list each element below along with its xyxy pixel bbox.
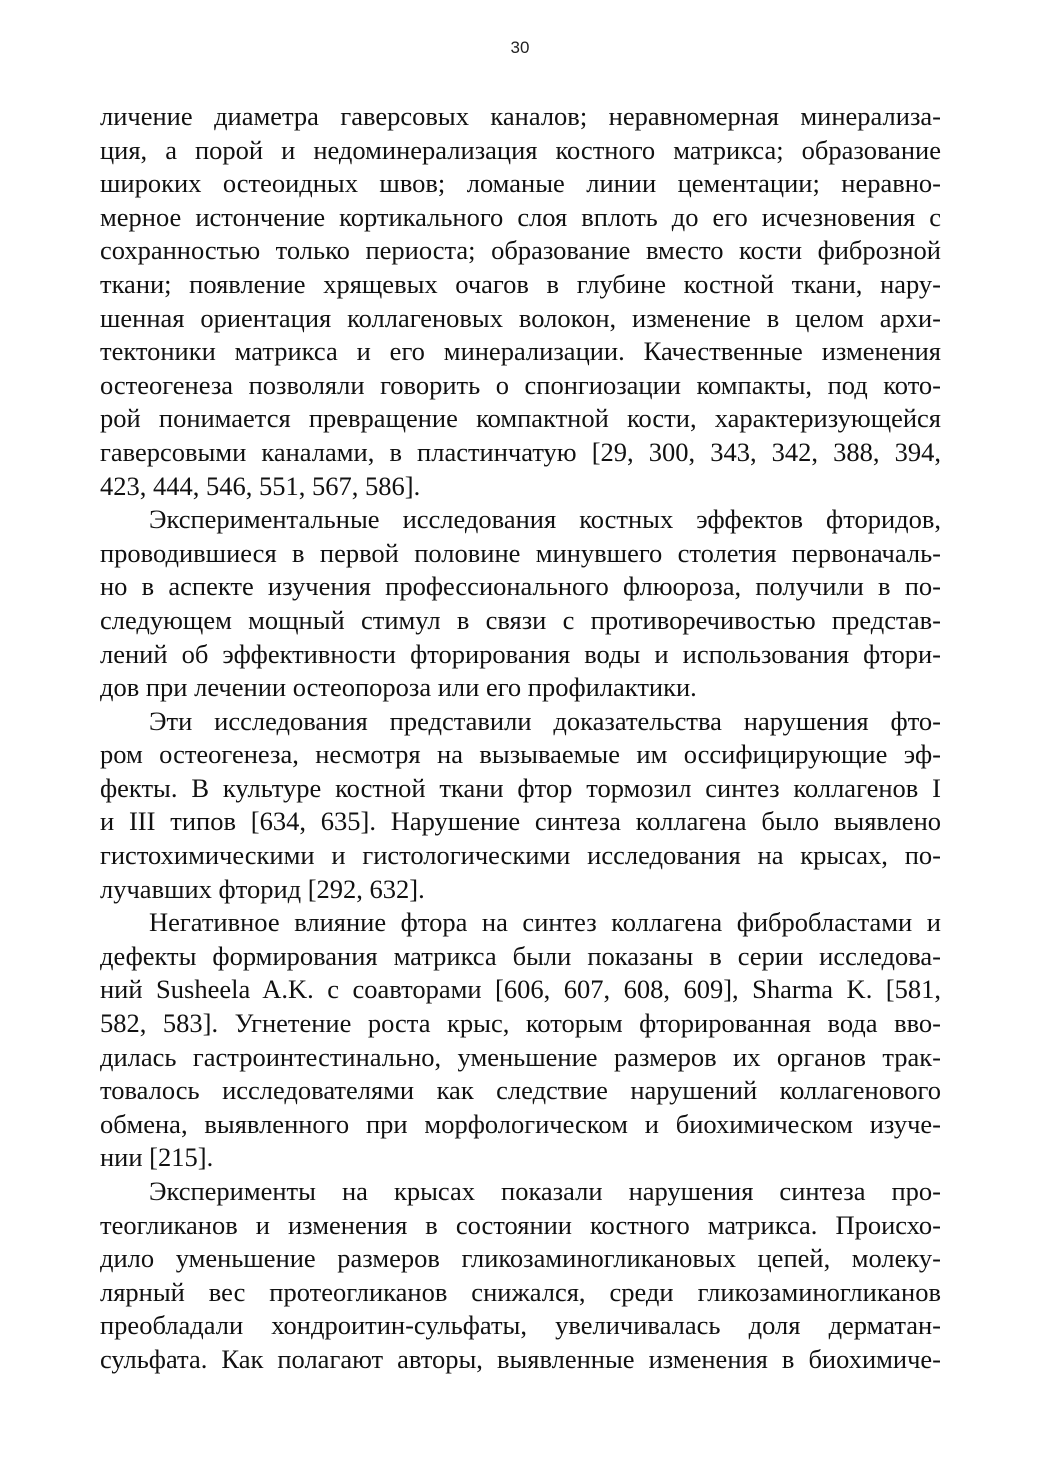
text-line: ний Susheela A.K. с соавторами [606, 607, 608, 609], Sharma K. [581,: [100, 974, 941, 1005]
text-line: тектоники матрикса и его минерализации. Качественные изменения: [100, 336, 941, 367]
text-line: дилась гастроинтестинально, уменьшение размеров их органов трак-: [100, 1041, 941, 1072]
text-line: Эксперименты на крысах показали нарушения синтеза про-: [149, 1176, 941, 1206]
paragraph: [100, 503, 941, 705]
text-line: нии [215].: [100, 1142, 214, 1173]
text-line: гистохимическими и гистологическими исследования на крысах, по-: [100, 840, 941, 871]
paragraph: [100, 906, 941, 1175]
text-line: дов при лечении остеопороза или его профилактики.: [100, 672, 697, 703]
text-line: фекты. В культуре костной ткани фтор тормозил синтез коллагенов I: [100, 772, 941, 803]
text-line: лярный вес протеогликанов снижался, среди гликозаминогликанов: [100, 1276, 941, 1307]
text-line: сохранностью только периоста; образование вместо кости фиброзной: [100, 235, 941, 266]
text-line: дефекты формирования матрикса были показаны в серии исследова-: [100, 940, 941, 971]
text-line: Эти исследования представили доказательства нарушения фто-: [149, 705, 941, 736]
text-line: обмена, выявленного при морфологическом и биохимическом изуче-: [100, 1108, 941, 1139]
text-line: лений об эффективности фторирования воды и использования фтори-: [100, 638, 941, 669]
text-line: мерное истончение кортикального слоя вплоть до его исчезновения с: [100, 201, 941, 232]
text-line: рой понимается превращение компактной кости, характеризующейся: [100, 403, 941, 434]
text-line: 582, 583]. Угнетение роста крыс, которым фторированная вода вво-: [100, 1008, 941, 1039]
text-line: шенная ориентация коллагеновых волокон, изменение в целом архи-: [100, 302, 941, 333]
text-line: ткани; появление хрящевых очагов в глубине костной ткани, нару-: [100, 268, 941, 299]
text-line: широких остеоидных швов; ломаные линии цементации; неравно-: [100, 168, 941, 199]
page-number: 30: [510, 38, 530, 57]
text-line: товалось исследователями как следствие нарушений коллагенового: [100, 1075, 941, 1106]
text-line: лучавших фторид [292, 632].: [100, 873, 425, 904]
text-line: ция, а порой и недоминерализация костного матрикса; образование: [100, 134, 941, 165]
text-line: Экспериментальные исследования костных эффектов фторидов,: [149, 504, 941, 535]
text-line: личение диаметра гаверсовых каналов; неравномерная минерализа-: [100, 101, 941, 131]
text-line: остеогенеза позволяли говорить о спонгиозации компакты, под кото-: [100, 369, 941, 400]
text-line: теогликанов и изменения в состоянии костного матрикса. Происхо-: [100, 1209, 941, 1240]
text-line: и III типов [634, 635]. Нарушение синтеза коллагена было выявлено: [100, 806, 941, 837]
text-line: сульфата. Как полагают авторы, выявленные изменения в биохимиче-: [100, 1343, 941, 1374]
text-line: проводившиеся в первой половине минувшего столетия первоначаль-: [100, 537, 941, 568]
text-line: дило уменьшение размеров гликозаминогликановых цепей, молеку-: [100, 1243, 941, 1274]
text-line: но в аспекте изучения профессионального флюороза, получили в по-: [100, 571, 941, 602]
text-line: преобладали хондроитин-сульфаты, увеличивалась доля дерматан-: [100, 1310, 941, 1341]
text-line: 423, 444, 546, 551, 567, 586].: [100, 470, 421, 501]
text-line: следующем мощный стимул в связи с противоречивостью представ-: [100, 604, 941, 635]
body-text: [100, 100, 941, 1377]
text-line: гаверсовыми каналами, в пластинчатую [29, 300, 343, 342, 388, 394,: [100, 436, 941, 467]
paragraph: [100, 100, 941, 503]
paragraph: [100, 705, 941, 907]
paragraph: [100, 1175, 941, 1377]
text-line: ром остеогенеза, несмотря на вызываемые им оссифицирующие эф-: [100, 739, 941, 770]
text-line: Негативное влияние фтора на синтез коллагена фибробластами и: [149, 907, 941, 938]
